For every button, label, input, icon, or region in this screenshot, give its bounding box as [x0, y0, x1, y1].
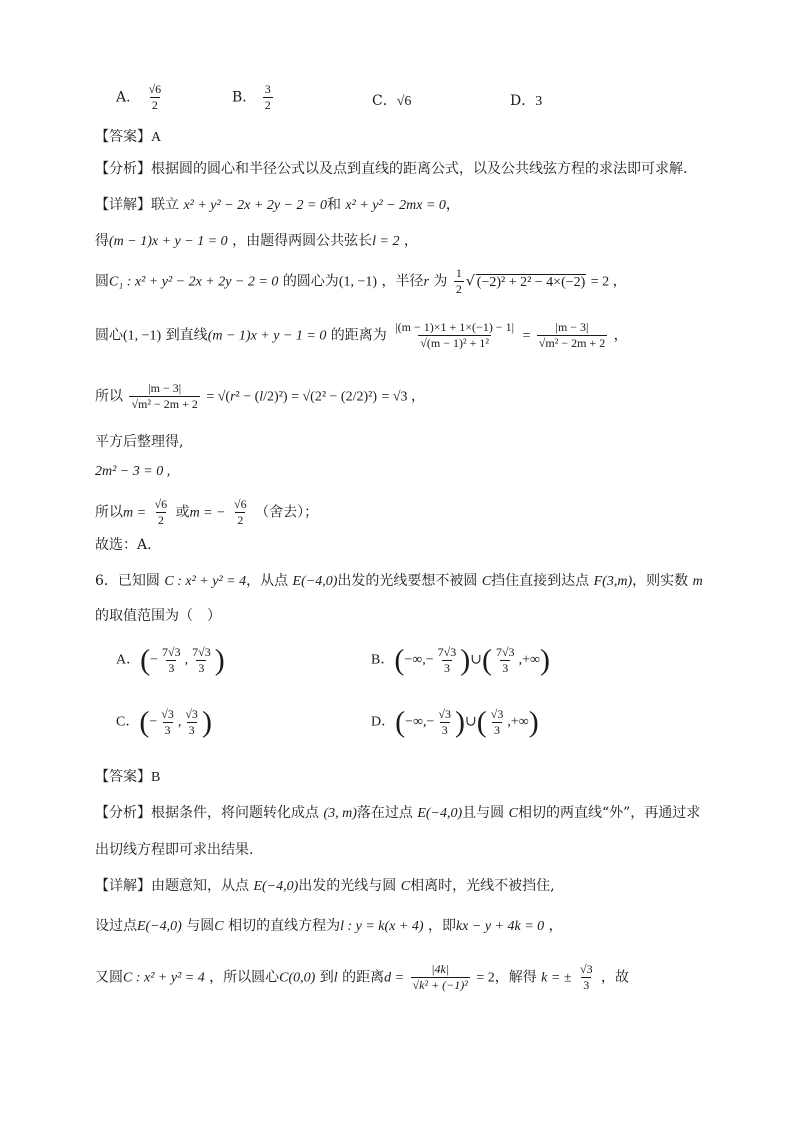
prev-detail-line-8: 所以m = $\frac{√6}{2}$ 或m = − $\frac{√6}{2}$ （舍去）；	[95, 497, 319, 527]
q6-option-b: B．(−∞,− $\frac{7√3}{3}$ )∪( $\frac{7√3}{3}$ ,+∞)	[371, 643, 550, 677]
prev-detail-line-9: 故选：A.	[95, 537, 152, 553]
prev-option-b: B． $\frac{3}{2}$	[232, 82, 271, 112]
q6-analysis-line-1: 【分析】根据条件，将问题转化成点 (3, m)落在过点 E(−4,0)且与圆 C相切的两直线“外”，再通过求	[95, 805, 701, 821]
q6-option-d: D．(−∞,− $\frac{√3}{3}$ )∪( $\frac{√3}{3}$ ,+∞)	[371, 705, 539, 739]
q6-answer: 【答案】B	[95, 769, 161, 785]
q6-analysis-line-2: 出切线方程即可求出结果.	[95, 842, 254, 858]
q6-option-c: C．(− $\frac{√3}{3}$ , $\frac{√3}{3}$ )	[116, 705, 212, 739]
q6-stem-line-2: 的取值范围为（ ）	[95, 608, 221, 624]
prev-detail-line-5: 所以 $\frac{|m - 3|}{\text{√m² − 2m + 2}}$ = √(r² − (l/2)²) = √(2² − (2/2)²) = √3 ，	[95, 381, 426, 411]
prev-detail-line-2: 得(m − 1)x + y − 1 = 0 ，由题得两圆公共弦长l = 2 ，	[95, 233, 418, 249]
prev-option-a: A． $\frac{√6}{2}$	[116, 82, 162, 112]
prev-detail-line-7: 2m² − 3 = 0 ,	[95, 464, 171, 479]
prev-answer: 【答案】A	[95, 129, 162, 145]
q6-stem-line-1: 6．已知圆 C : x² + y² = 4，从点 E(−4,0)出发的光线要想不被圆 C挡住直接到达点 F(3,m)，则实数 m	[95, 573, 703, 589]
q6-detail-line-3: 又圆C : x² + y² = 4 ，所以圆心C(0,0) 到l 的距离d = $\frac{|4k|}{\text{√k² + (−1)²}}$ = 2，解得 k = ± $\frac{√3}{3}$ ，故	[95, 962, 630, 992]
prev-detail-line-1: 【详解】联立 x² + y² − 2x + 2y − 2 = 0和 x² + y² − 2mx = 0，	[95, 197, 460, 213]
q6-option-a: A．(− $\frac{7√3}{3}$ , $\frac{7√3}{3}$ )	[116, 643, 225, 677]
prev-detail-line-3: 圆C₁ : x² + y² − 2x + 2y − 2 = 0 的圆心为(1, −1) ，半径r 为 $\frac{1}{2}$ √ (−2)² + 2² − 4×(−2) = 2 ，	[95, 266, 627, 296]
q6-detail-line-2: 设过点E(−4,0) 与圆C 相切的直线方程为l : y = k(x + 4) ，即kx − y + 4k = 0 ，	[95, 918, 563, 934]
prev-option-c: C．√6	[372, 93, 412, 109]
prev-analysis: 【分析】根据圆的圆心和半径公式以及点到直线的距离公式，以及公共线弦方程的求法即可求解.	[95, 161, 688, 177]
q6-detail-line-1: 【详解】由题意知，从点 E(−4,0)出发的光线与圆 C相离时，光线不被挡住,	[95, 878, 555, 894]
prev-detail-line-4: 圆心(1, −1) 到直线(m − 1)x + y − 1 = 0 的距离为 $\frac{|(m - 1)\times 1 + 1\times(-1) - 1|}{\text{√(m − 1)² + 1²}}$ = $\frac{|m - 3|}{\text{√m² − 2m + 2}}$ ，	[95, 320, 628, 350]
prev-option-d: D．3	[510, 93, 543, 109]
prev-detail-line-6: 平方后整理得,	[95, 434, 184, 450]
